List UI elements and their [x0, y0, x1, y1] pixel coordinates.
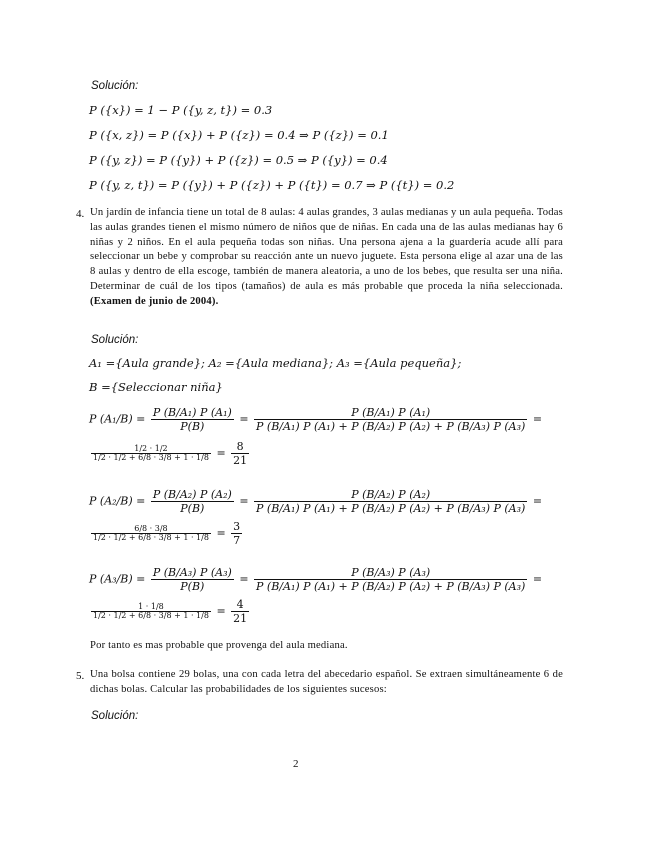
page-number: 2	[293, 758, 299, 770]
fraction	[231, 520, 242, 547]
fraction	[91, 603, 211, 620]
fraction	[151, 406, 234, 433]
fraction-numerator: 6/8 · 3/8	[91, 525, 211, 534]
bayes-a2-line	[89, 488, 542, 515]
solution-label: Solución:	[91, 80, 139, 92]
fraction-numerator: P (B/A₃) P (A₃)	[152, 566, 232, 579]
fraction	[151, 566, 234, 593]
fraction-denominator: P (B/A₁) P (A₁) + P (B/A₂) P (A₂) + P (B/A₃) P (A₃)	[256, 502, 526, 515]
item-4-body: Un jardín de infancia tiene un total de 8 aulas: 4 aulas grandes, 3 aulas medianas y un aula pequeña. Todas las aulas grandes tienen el mismo número de niños que de niñas. En cada una de las aulas medianas hay 6 niñas y 2 niños. En el aula pequeña todas son niñas. Una persona ajena a la guardería acude allí para seleccionar un bebe y comprobar su reacción ante un nuevo juguete. Esta persona elige al azar una de las 8 aulas y dentro de ella escoge, también de manera aleatoria, a uno de los bebes, que resulta ser una niña. Determinar de cuál de los tipos (tamaños) de aula es más probable que proceda la niña seleccionada.	[90, 207, 563, 292]
conclusion-text: Por tanto es mas probable que provenga del aula mediana.	[90, 640, 348, 651]
fraction-numerator: 3	[233, 520, 241, 533]
equation-4: P ({y, z, t}) = P ({y}) + P ({z}) + P ({t}) = 0.7 ⇒ P ({t}) = 0.2	[89, 178, 455, 192]
equals-sign: =	[532, 494, 543, 508]
equals-sign: =	[239, 572, 249, 586]
equals-sign: =	[216, 526, 226, 540]
fraction-numerator: P (B/A₁) P (A₁)	[254, 406, 527, 420]
fraction-numerator: P (B/A₂) P (A₂)	[152, 488, 232, 501]
fraction-denominator: 21	[233, 612, 248, 625]
fraction-denominator: 1/2 · 1/2 + 6/8 · 3/8 + 1 · 1/8	[93, 611, 209, 620]
bayes-a3-line	[89, 566, 542, 593]
fraction-numerator: 4	[231, 598, 249, 612]
bayes-a1-line	[89, 406, 542, 433]
fraction-denominator: P (B/A₁) P (A₁) + P (B/A₂) P (A₂) + P (B/A₃) P (A₃)	[256, 420, 526, 433]
bayes-a1-result	[89, 440, 251, 467]
bayes-a3-result	[89, 598, 251, 625]
bayes-a2-result	[89, 520, 244, 547]
item-4-exam-ref: (Examen de junio de 2004).	[90, 295, 219, 307]
fraction	[254, 488, 527, 515]
fraction-denominator: 1/2 · 1/2 + 6/8 · 3/8 + 1 · 1/8	[93, 453, 209, 462]
fraction-numerator: P (B/A₃) P (A₃)	[254, 566, 527, 580]
equals-sign: =	[532, 412, 543, 426]
equation-2: P ({x, z}) = P ({x}) + P ({z}) = 0.4 ⇒ P ({z}) = 0.1	[89, 128, 389, 142]
fraction-denominator: P(B)	[180, 580, 205, 593]
fraction-denominator: P (B/A₁) P (A₁) + P (B/A₂) P (A₂) + P (B/A₃) P (A₃)	[256, 580, 526, 593]
fraction-denominator: 21	[233, 454, 248, 467]
fraction-denominator: 7	[233, 534, 241, 547]
fraction-numerator: P (B/A₁) P (A₁)	[152, 406, 232, 419]
solution-label: Solución:	[91, 710, 139, 722]
equals-sign: =	[216, 604, 226, 618]
fraction-numerator: 8	[231, 440, 249, 454]
bayes-a3-lhs: P (A₃/B) =	[89, 572, 146, 586]
fraction	[91, 525, 211, 542]
bayes-a1-lhs: P (A₁/B) =	[89, 412, 146, 426]
events-definition: A₁ ={Aula grande}; A₂ ={Aula mediana}; A₃ ={Aula pequeña};	[89, 356, 462, 370]
bayes-a2-lhs: P (A₂/B) =	[89, 494, 146, 508]
fraction	[151, 488, 234, 515]
fraction-denominator: P(B)	[180, 420, 205, 433]
fraction-numerator: 1 · 1/8	[91, 603, 211, 612]
equals-sign: =	[239, 412, 249, 426]
fraction-denominator: P(B)	[180, 502, 205, 515]
item-4-text	[90, 206, 563, 310]
event-b-definition: B ={Seleccionar niña}	[89, 380, 223, 394]
fraction-numerator: 1/2 · 1/2	[91, 445, 211, 454]
fraction	[91, 445, 211, 462]
fraction	[231, 440, 249, 467]
equation-3: P ({y, z}) = P ({y}) + P ({z}) = 0.5 ⇒ P ({y}) = 0.4	[89, 153, 388, 167]
equation-1: P ({x}) = 1 − P ({y, z, t}) = 0.3	[89, 103, 273, 117]
fraction-numerator: P (B/A₂) P (A₂)	[254, 488, 527, 502]
fraction-denominator: 1/2 · 1/2 + 6/8 · 3/8 + 1 · 1/8	[93, 533, 209, 542]
equals-sign: =	[532, 572, 543, 586]
solution-label: Solución:	[91, 334, 139, 346]
item-5-text: Una bolsa contiene 29 bolas, una con cada letra del abecedario español. Se extraen simultáneamente 6 de dichas bolas. Calcular las probabilidades de los siguientes sucesos:	[90, 669, 563, 695]
equals-sign: =	[239, 494, 249, 508]
fraction	[231, 598, 249, 625]
item-5-number: 5.	[76, 670, 85, 682]
equals-sign: =	[216, 446, 226, 460]
item-4-number: 4.	[76, 208, 85, 220]
fraction	[254, 406, 527, 433]
fraction	[254, 566, 527, 593]
